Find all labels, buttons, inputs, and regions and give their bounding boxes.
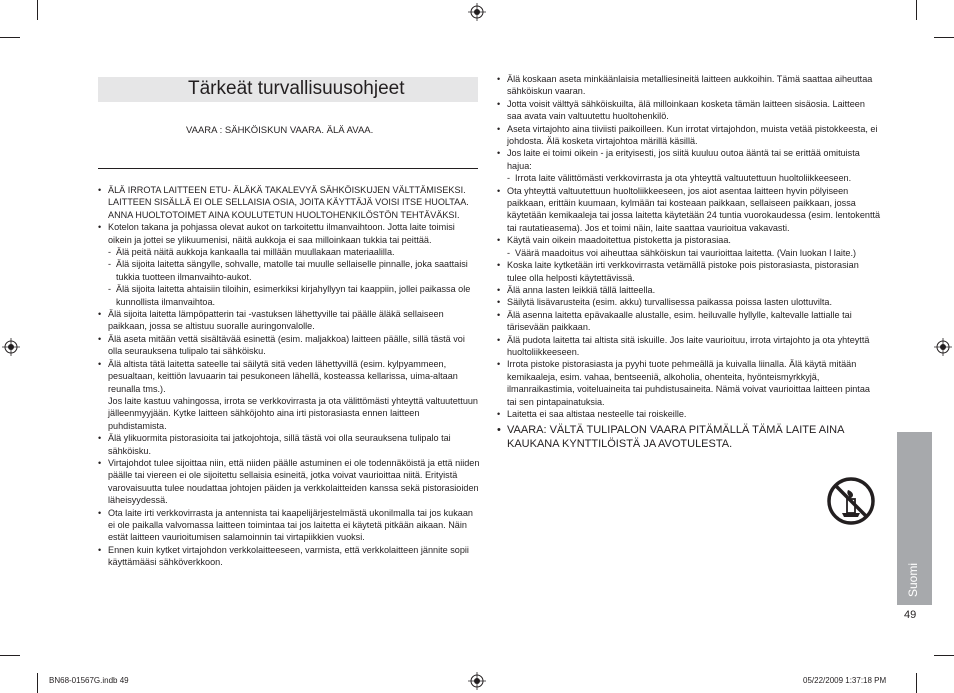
bullet-item: • Irrota pistoke pistorasiasta ja pyyhi tuote pehmeällä ja kuivalla liinalla. Älä käytä mitään kemikaaleja, esim. vahaa, bentseeniä, alkoholia, ohenteita, hyönteismyrkkyjä, ilmanraikastimia, voiteluaineita tai puhdistusaineita. Nämä voivat vaurioittaa laitteen pintaa tai sen pintapainatuksia. [497,358,881,408]
bullet-item: • Älä sijoita laitetta lämpöpatterin tai -vastuksen lähettyville tai päälle äläkä sellaiseen paikkaan, jossa se altistuu suoralle auringonvalolle. [98,308,480,333]
bullet-item: • Älä aseta mitään vettä sisältävää esinettä (esim. maljakkoa) laitteen päälle, sillä tästä voi olla seurauksena tulipalo tai sähköisku. [98,333,480,358]
crop-mark [934,655,954,656]
bullet-item: • VAARA: VÄLTÄ TULIPALON VAARA PITÄMÄLLÄ TÄMÄ LAITE AINA KAUKANA KYNTTILÖISTÄ JA AVOTULESTA. [497,423,881,451]
crop-mark [934,37,954,38]
bullet-item: • Ota laite irti verkkovirrasta ja antennista tai kaapelijärjestelmästä ukonilmalla tai jos kukaan ei ole paikalla valvomassa laitteen toimintaa tai jos laitetta ei käytetä pitkään aikaan. Näin estät laitteen vaurioitumisen salamoinnin tai virtapiikkien vuoksi. [98,507,480,544]
footer-timestamp: 05/22/2009 1:37:18 PM [803,676,887,685]
bullet-item: • Jotta voisit välttyä sähköiskuilta, älä milloinkaan kosketa tämän laitteen sisäosia. Laitteen saa avata vain valtuutettu huoltohenkilö. [497,98,881,123]
footer-file-info: BN68-01567G.indb 49 [49,676,129,685]
bullet-item: • Älä asenna laitetta epävakaalle alustalle, esim. heiluvalle hyllylle, kaltevalle lattialle tai tärisevään paikkaan. [497,309,881,334]
bullet-item: • Ota yhteyttä valtuutettuun huoltoliikkeeseen, jos aiot asentaa laitteen hyvin pölyiseen paikkaan, erittäin kuumaan, kylmään tai kosteaan paikkaan, sellaiseen paikkaan, jossa käytetään kemikaaleja tai jossa laitetta käytetään 24 tuntia vuorokaudessa (esim. lentokenttä tai rautatieasema). Jos et toimi näin, laite saattaa vaurioitua vakavasti. [497,185,881,235]
bullet-item: • Älä koskaan aseta minkäänlaisia metalliesineitä laitteen aukkoihin. Tämä saattaa aiheuttaa sähköiskun vaaran. [497,73,881,98]
crop-mark [37,0,38,20]
registration-mark-icon [2,338,20,356]
bullet-item: • Virtajohdot tulee sijoittaa niin, että niiden päälle astuminen ei ole todennäköistä ja että niiden päälle tai viereen ei ole sijoitettu sellaisia esineitä, jotka voivat vaurioittaa niitä. Erityistä varovaisuutta tulee noudattaa johtojen päiden ja verkkolaitteiden kanssa sekä pistorasioiden läheisyydessä. [98,457,480,507]
bullet-item: • Kotelon takana ja pohjassa olevat aukot on tarkoitettu ilmanvaihtoon. Jotta laite toimisi oikein ja jottei se ylikuumenisi, näitä aukkoja ei saa milloinkaan tukkia tai peittää. [98,221,480,246]
sub-item: - Älä peitä näitä aukkoja kankaalla tai millään muullakaan materiaalilla. [98,246,480,258]
no-open-flame-icon [826,476,876,526]
title-bar [98,77,478,102]
bullet-item: • Älä ylikuormita pistorasioita tai jatkojohtoja, sillä tästä voi olla seurauksena tulipalo tai sähköisku. [98,432,480,457]
registration-mark-icon [468,672,486,690]
crop-mark [916,673,917,693]
registration-mark-icon [934,338,952,356]
sub-item: - Väärä maadoitus voi aiheuttaa sähköiskun tai vaurioittaa laitetta. (Vain luokan l laite.) [497,247,881,259]
crop-mark [0,37,20,38]
bullet-item: • Käytä vain oikein maadoitettua pistoketta ja pistorasiaa. [497,234,881,246]
left-column [98,184,480,569]
bullet-item: • Älä anna lasten leikkiä tällä laitteella. [497,284,881,296]
sub-item: - Älä sijoita laitetta sängylle, sohvalle, matolle tai muulle sellaiselle pinnalle, joka saattaisi tukkia tuotteen ilmanvaihto-aukot. [98,258,480,283]
page-title: Tärkeät turvallisuusohjeet [188,78,405,99]
right-column [497,73,881,451]
shock-warning: VAARA : SÄHKÖISKUN VAARA. ÄLÄ AVAA. [186,125,374,136]
bullet-item: • Ennen kuin kytket virtajohdon verkkolaitteeseen, varmista, että verkkolaitteen jännite sopii käyttämääsi sähköverkkoon. [98,544,480,569]
bullet-item: • Koska laite kytketään irti verkkovirrasta vetämällä pistoke pois pistorasiasta, pistorasian tulee olla helposti käytettävissä. [497,259,881,284]
bullet-item: • Aseta virtajohto aina tiiviisti paikoilleen. Kun irrotat virtajohdon, muista vetää pistokkeesta, ei johdosta. Älä kosketa virtajohtoa märillä käsillä. [497,123,881,148]
bullet-item: • Jos laite ei toimi oikein - ja erityisesti, jos siitä kuuluu outoa ääntä tai se erittää omituista hajua: [497,147,881,172]
bullet-item: • Älä altista tätä laitetta sateelle tai säilytä sitä veden lähettyvillä (esim. kylpyammeen, pesualtaan, keittiön lavuaarin tai pesukoneen lähellä, kosteassa kellarissa, uima-altaan reunalla tms.). [98,358,480,395]
bullet-item: • ÄLÄ IRROTA LAITTEEN ETU- ÄLÄKÄ TAKALEVYÄ SÄHKÖISKUJEN VÄLTTÄMISEKSI. LAITTEEN SISÄLLÄ EI OLE SELLAISIA OSIA, JOITA KÄYTTÄJÄ VOISI ITSE HUOLTAA. ANNA HUOLTOTOIMET AINA KOULUTETUN HUOLTOHENKILÖSTÖN TEHTÄVÄKSI. [98,184,480,221]
language-tab-label: Suomi [906,562,920,597]
bullet-item: • Säilytä lisävarusteita (esim. akku) turvallisessa paikassa poissa lasten ulottuvilta. [497,296,881,308]
bullet-item: • Älä pudota laitetta tai altista sitä iskuille. Jos laite vaurioituu, irrota virtajohto ja ota yhteyttä huoltoliikkeeseen. [497,334,881,359]
sub-item: - Älä sijoita laitetta ahtaisiin tiloihin, esimerkiksi kirjahyllyyn tai kaappiin, jollei paikassa ole kunnollista ilmanvaihtoa. [98,283,480,308]
page-number: 49 [904,609,917,621]
registration-mark-icon [468,3,486,21]
crop-mark [37,673,38,693]
language-tab [897,432,932,605]
continuation-text: Jos laite kastuu vahingossa, irrota se verkkovirrasta ja ota välittömästi yhteyttä valtuutettuun jälleenmyyjään. Kytke laitteen sähköjohto aina irti pistorasiasta ennen laitteen puhdistamista. [108,395,478,431]
crop-mark [916,0,917,20]
bullet-item: • Laitetta ei saa altistaa nesteelle tai roiskeille. [497,408,881,420]
divider [98,168,478,169]
sub-item: - Irrota laite välittömästi verkkovirrasta ja ota yhteyttä valtuutettuun huoltoliikkeeseen. [497,172,881,184]
crop-mark [0,655,20,656]
